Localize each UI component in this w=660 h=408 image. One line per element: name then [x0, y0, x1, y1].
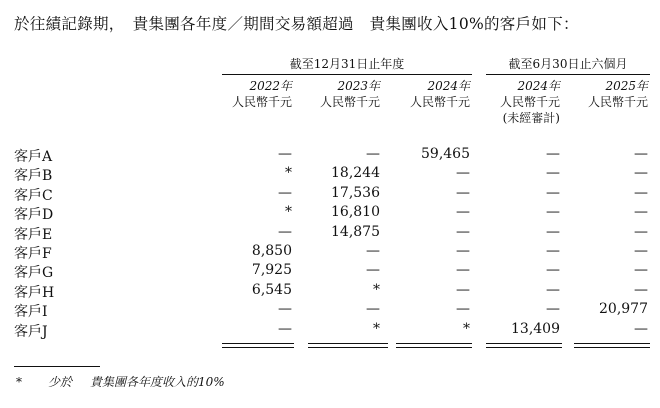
footnote-marker: * [16, 375, 22, 389]
customer-label: 客戶C [14, 188, 53, 204]
table-cell: 14,875 [331, 224, 380, 240]
table-cell: 17,536 [331, 185, 380, 201]
footnote-text: 貴集團各年度收入的10% [90, 375, 225, 389]
customer-label: 客戶F [14, 246, 52, 262]
table-cell: — [546, 165, 560, 181]
table-cell: * [285, 204, 292, 220]
table-cell: 59,465 [421, 146, 470, 162]
column-header-col-2022 [212, 78, 292, 110]
table-cell: — [366, 146, 380, 162]
table-cell: 18,244 [331, 165, 380, 181]
column-header-col-2023 [300, 78, 380, 110]
table-cell: — [634, 204, 648, 220]
table-cell: — [456, 243, 470, 259]
table-cell: — [634, 282, 648, 298]
table-cell: — [366, 301, 380, 317]
table-cell: — [546, 282, 560, 298]
table-cell: 20,977 [599, 301, 648, 317]
column-unit: 人民幣千元 [587, 95, 648, 109]
table-cell: — [456, 301, 470, 317]
column-unit: 人民幣千元 [231, 95, 292, 109]
column-year: 2025年 [605, 79, 648, 93]
table-cell: — [634, 185, 648, 201]
group-header-six-months: 截至6月30日止六個月 [508, 57, 628, 71]
table-cell: — [546, 204, 560, 220]
customer-label: 客戶D [14, 207, 54, 223]
column-year: 2024年 [427, 79, 470, 93]
table-cell: — [634, 321, 648, 337]
table-cell: — [634, 262, 648, 278]
table-cell: — [634, 224, 648, 240]
customer-label: 客戶B [14, 168, 53, 184]
table-cell: — [456, 185, 470, 201]
footnote [16, 373, 225, 390]
total-double-rule-2025-h1 [574, 343, 650, 348]
column-unit: 人民幣千元 [319, 95, 380, 109]
table-cell: * [373, 282, 380, 298]
table-cell: 8,850 [251, 243, 292, 259]
table-cell: — [634, 243, 648, 259]
total-double-rule-2024-h1 [486, 343, 562, 348]
column-year: 2024年 [517, 79, 560, 93]
table-cell: — [366, 243, 380, 259]
table-cell: — [366, 262, 380, 278]
table-cell: — [546, 224, 560, 240]
column-year: 2023年 [337, 79, 380, 93]
customer-label: 客戶G [14, 265, 54, 281]
customer-label: 客戶I [14, 304, 48, 320]
table-cell: — [546, 262, 560, 278]
table-cell: — [278, 224, 292, 240]
column-header-col-2025-h1 [568, 78, 648, 110]
column-unit: 人民幣千元 [409, 95, 470, 109]
table-cell: — [456, 224, 470, 240]
table-cell: — [546, 243, 560, 259]
table-cell: — [456, 262, 470, 278]
table-cell: — [456, 282, 470, 298]
total-double-rule-2023 [308, 343, 388, 348]
table-cell: * [285, 165, 292, 181]
column-year: 2022年 [249, 79, 292, 93]
customer-label: 客戶E [14, 227, 53, 243]
table-cell: * [373, 321, 380, 337]
table-cell: — [456, 204, 470, 220]
table-cell: — [634, 165, 648, 181]
table-cell: — [456, 165, 470, 181]
group-header-fiscal-year: 截至12月31日止年度 [289, 57, 405, 71]
table-cell: 13,409 [511, 321, 560, 337]
table-cell: — [278, 321, 292, 337]
table-cell: — [278, 301, 292, 317]
group-rule-fiscal-year [222, 74, 472, 75]
table-cell: 16,810 [331, 204, 380, 220]
total-double-rule-2022 [222, 343, 294, 348]
column-header-col-2024 [390, 78, 470, 110]
column-unit: 人民幣千元 [499, 95, 560, 109]
table-cell: 7,925 [251, 262, 292, 278]
footnote-rule [14, 366, 100, 367]
intro-paragraph: 於往績記錄期， 貴集團各年度／期間交易額超過 貴集團收入10%的客戶如下： [14, 15, 579, 33]
table-cell: — [278, 146, 292, 162]
table-cell: — [546, 146, 560, 162]
table-cell: — [546, 301, 560, 317]
table-cell: — [278, 185, 292, 201]
table-cell: — [546, 185, 560, 201]
group-rule-six-months [486, 74, 650, 75]
total-double-rule-2024 [396, 343, 472, 348]
column-header-col-2024-h1 [480, 78, 560, 126]
footnote-lead: 少於 [48, 375, 73, 389]
table-cell: * [463, 321, 470, 337]
table-cell: — [634, 146, 648, 162]
customer-label: 客戶H [14, 285, 55, 301]
column-note: (未經審計) [502, 111, 560, 125]
customer-label: 客戶A [14, 149, 53, 165]
customer-label: 客戶J [14, 324, 48, 340]
table-cell: 6,545 [251, 282, 292, 298]
